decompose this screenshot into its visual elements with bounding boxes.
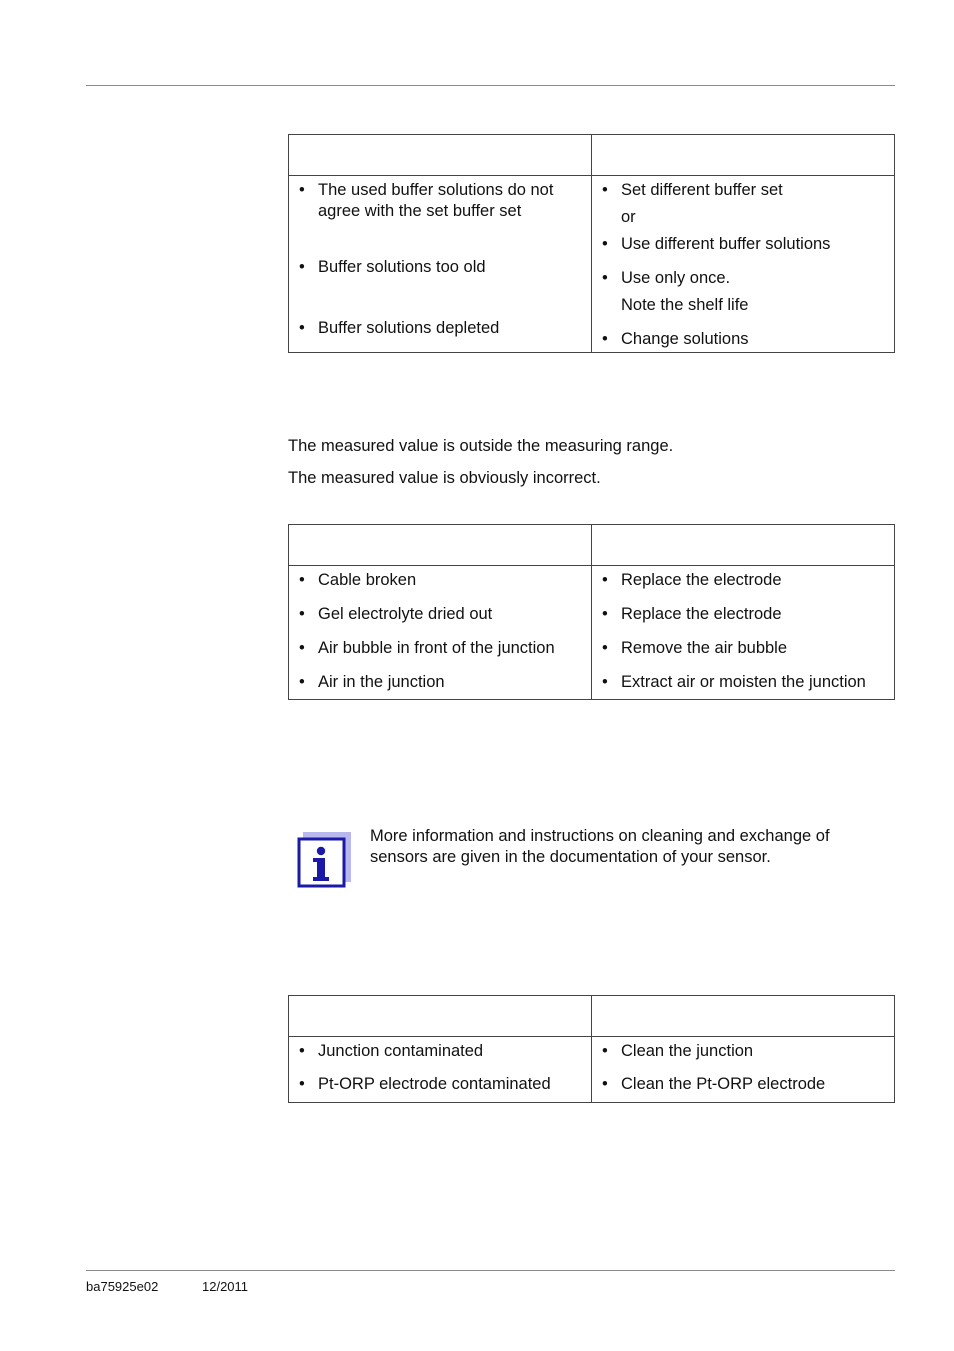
buffer-troubleshooting-table [288, 134, 895, 353]
info-icon [297, 832, 351, 888]
footer-rule [86, 1270, 895, 1271]
measured-value-table [288, 524, 895, 700]
table-row [289, 1037, 895, 1103]
list-item: • Air in the junction [297, 672, 583, 693]
remedies-cell [592, 566, 895, 700]
cause-header-cell [289, 996, 592, 1037]
list-item: • Extract air or moisten the junction [600, 672, 886, 693]
paragraph: The measured value is outside the measuring range. [288, 437, 674, 455]
table-row [289, 566, 895, 700]
causes-cell [289, 176, 592, 353]
list-item: • Junction contaminated [297, 1041, 583, 1062]
list-item: • Buffer solutions depleted [297, 318, 583, 339]
list-item: • Buffer solutions too old [297, 257, 583, 307]
remedy-header-cell [592, 525, 895, 566]
list-item: • Replace the electrode [600, 570, 886, 591]
remedies-cell [592, 1037, 895, 1103]
list-item: • Gel electrolyte dried out [297, 604, 583, 625]
table-header-row [289, 135, 895, 176]
footer-doc-id: ba75925e02 [86, 1279, 159, 1294]
causes-cell [289, 1037, 592, 1103]
list-item: • Change solutions [600, 329, 886, 350]
remedy-note-text: Note the shelf life [621, 296, 749, 314]
table-row [289, 176, 895, 353]
cause-header-cell [289, 525, 592, 566]
list-item: • Cable broken [297, 570, 583, 591]
info-note-text: More information and instructions on cleaning and exchange of sensors are given in the documentation of your sensor. [370, 827, 830, 866]
list-item: • Remove the air bubble [600, 638, 886, 659]
remedies-cell [592, 176, 895, 353]
remedy-header-cell [592, 135, 895, 176]
list-item: • Use different buffer solutions [600, 234, 886, 255]
cause-header-cell [289, 135, 592, 176]
list-item: • Clean the Pt-ORP electrode [600, 1074, 886, 1095]
paragraph: The measured value is obviously incorrect. [288, 469, 601, 487]
header-rule [86, 85, 895, 86]
table-header-row [289, 525, 895, 566]
list-item: • Set different buffer set [600, 180, 886, 201]
contamination-table [288, 995, 895, 1103]
list-item: • Clean the junction [600, 1041, 886, 1062]
remedy-or-text: or [621, 208, 636, 226]
table-header-row [289, 996, 895, 1037]
list-item: • The used buffer solutions do not agree with the set buffer set [297, 180, 583, 247]
list-item: • Air bubble in front of the junction [297, 638, 583, 659]
list-item: • Use only once. [600, 268, 886, 289]
remedy-header-cell [592, 996, 895, 1037]
list-item: • Pt-ORP electrode contaminated [297, 1074, 583, 1095]
causes-cell [289, 566, 592, 700]
footer-date: 12/2011 [202, 1279, 249, 1294]
list-item: • Replace the electrode [600, 604, 886, 625]
